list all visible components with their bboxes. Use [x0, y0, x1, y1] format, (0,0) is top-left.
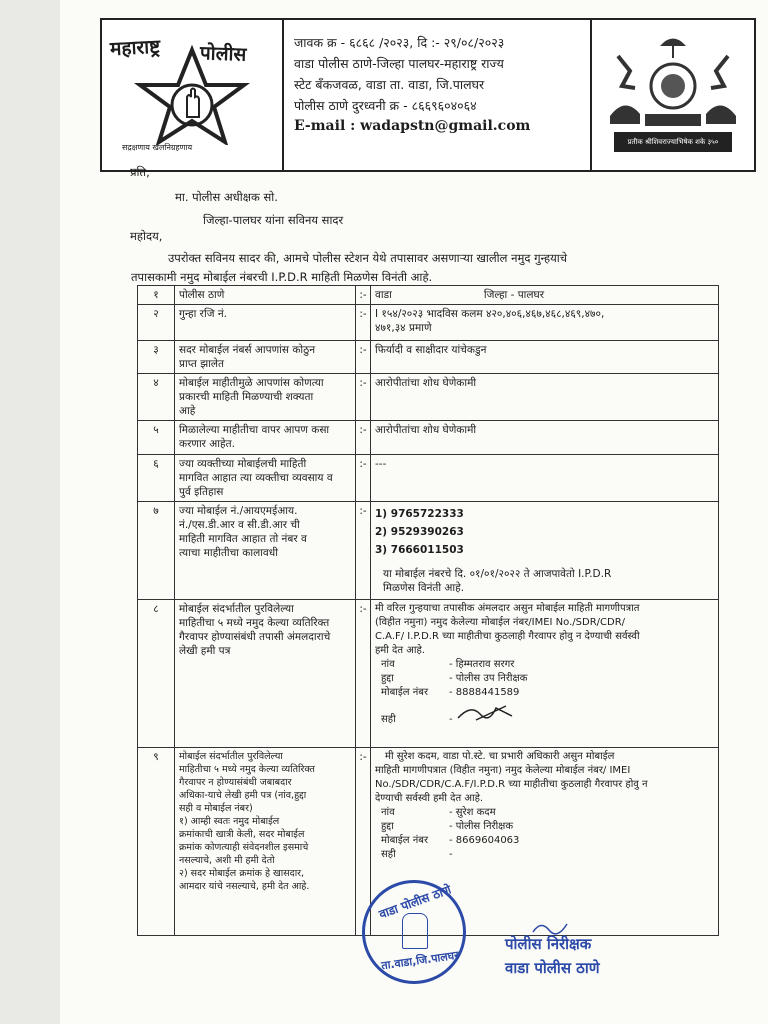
table-row: [138, 455, 719, 502]
recipient-line-1: मा. पोलीस अधीक्षक सो.: [175, 190, 278, 204]
name-value: - हिम्मतराव सरगर: [449, 659, 515, 670]
body-line-2: तपासकामी नमुद मोबाईल नंबरची I.P.D.R माहिती मिळणेस विनंती आहे.: [131, 270, 433, 284]
row-label: पोलीस ठाणे: [175, 286, 356, 305]
mobile-key: मोबाईल नंबर: [381, 687, 429, 698]
signature-icon: [531, 920, 571, 936]
label-line: ज्या मोबाईल नं./आयएमईआय.: [179, 505, 298, 517]
undertaking-line: मी वरिल गुन्हयाचा तपासीक अंमलदार असुन मोबाईल माहिती मागणीपत्रात: [375, 603, 640, 614]
undertaking-line: माहिती मागणीपत्रात (विहीत नमुना) नमुद केलेल्या मोबाईल नंबर/ IMEI: [375, 765, 631, 776]
mobile-key: मोबाईल नंबर: [381, 835, 429, 846]
row-label: [175, 502, 356, 600]
row-number: १: [138, 286, 175, 305]
label-line: लेखी हमी पत्र: [179, 645, 231, 657]
recipient-line-2: जिल्हा-पालघर यांना सविनय सादर: [203, 213, 344, 227]
label-line: गैरवापर होण्यासंबंधी तपासी अंमलदाराचे: [179, 631, 331, 643]
row-label: [175, 374, 356, 421]
row-separator: :-: [356, 305, 371, 341]
table-row: [138, 286, 719, 305]
label-line: पुर्व इतिहास: [179, 486, 224, 498]
mobile-value: - 8669604063: [449, 835, 520, 846]
row-label: गुन्हा रजि नं.: [175, 305, 356, 341]
phone-line: पोलीस ठाणे दुरध्वनी क्र - ८६६९६०४०६४: [294, 98, 477, 113]
case-line-1: I १५४/२०२३ भादविस कलम ४२०,४०६,४६७,४६८,४६९,४७०,: [375, 308, 605, 320]
station-value: वाडा: [375, 289, 392, 301]
details-table: [137, 285, 719, 936]
label-line: मोबाईल संदर्भातील पुरविलेल्या: [179, 751, 283, 762]
table-row: [138, 600, 719, 748]
letterhead-text: [284, 20, 592, 170]
designation-value: - पोलीस उप निरीक्षक: [449, 673, 528, 684]
row-label: [175, 748, 356, 936]
stamp-top-text: वाडा पोलीस ठाणे: [377, 882, 453, 922]
name-key: नांव: [381, 807, 395, 818]
row-number: २: [138, 305, 175, 341]
row-value: [371, 286, 719, 305]
undertaking-line: मी सुरेश कदम, वाडा पो.स्टे. चा प्रभारी अधिकारी असुन मोबाईल: [385, 751, 615, 762]
label-line: मोबाईल माहीतीमुळे आपणांस कोणत्या: [179, 377, 324, 389]
row-value: फिर्यादी व साक्षीदार यांचेकडुन: [371, 341, 719, 374]
row-label: [175, 600, 356, 748]
seal-line-2: वाडा पोलीस ठाणे: [505, 959, 600, 977]
row-separator: :-: [356, 748, 371, 936]
district-value: जिल्हा - पालघर: [483, 289, 545, 301]
reference-line: जावक क्र - ६८६८ /२०२३, दि :- २९/०८/२०२३: [294, 35, 505, 50]
row-number: ५: [138, 421, 175, 455]
star-emblem-icon: [132, 45, 252, 145]
signature-key: सही: [381, 849, 396, 860]
period-line-2: मिळणेस विनंती आहे.: [383, 582, 465, 594]
row-value: [371, 502, 719, 600]
to-line: प्रति,: [130, 165, 150, 179]
label-line: मागवित आहात त्या व्यक्तीचा व्यवसाय व: [179, 472, 333, 484]
row-value: आरोपीतांचा शोध घेणेकामी: [371, 374, 719, 421]
row-number: ६: [138, 455, 175, 502]
undertaking-line: (विहीत नमुना) नमुद केलेल्या मोबाईल नंबर/IMEI No./SDR/CDR/: [375, 617, 626, 628]
salutation: महोदय,: [130, 229, 163, 243]
row-number: ९: [138, 748, 175, 936]
row-separator: :-: [356, 286, 371, 305]
undertaking-line: No./SDR/CDR/C.A.F/I.P.D.R च्या माहीतीचा कुठलाही गैरवापर होवु न: [375, 779, 648, 790]
table-row: [138, 502, 719, 600]
case-line-2: ४७१,३४ प्रमाणे: [375, 322, 432, 334]
label-line: मिळालेल्या माहीतीचा वापर आपण कसा: [179, 424, 330, 436]
mobile-number-3: 3) 7666011503: [375, 544, 464, 556]
row-value: [371, 600, 719, 748]
row-separator: :-: [356, 502, 371, 600]
designation-key: हुद्दा: [381, 673, 394, 684]
label-line: प्रकारची माहिती मिळण्याची शक्यता: [179, 391, 314, 403]
label-line: १) आम्ही स्वतः नमुद मोबाईल: [179, 816, 280, 827]
emblem-icon: [402, 913, 428, 949]
row-number: ८: [138, 600, 175, 748]
shivaji-emblem: [592, 20, 754, 170]
label-line: माहिती मागवित आहात तो नंबर व: [179, 533, 307, 545]
table-row: [138, 305, 719, 341]
row-value: ---: [371, 455, 719, 502]
office-stamp: [362, 880, 466, 984]
label-line: नं./एस.डी.आर व सी.डी.आर ची: [179, 519, 300, 531]
police-logo: [102, 20, 284, 170]
row-number: ४: [138, 374, 175, 421]
email-line: E-mail : wadapstn@gmail.com: [294, 118, 531, 134]
row-value: [371, 305, 719, 341]
row-separator: :-: [356, 341, 371, 374]
row-separator: :-: [356, 600, 371, 748]
label-line: आमदार यांचे नसल्याचे, हमी देत आहे.: [179, 881, 310, 892]
label-line: अधिका-याचे लेखी हमी पत्र (नांव,हुद्दा: [179, 790, 307, 801]
label-line: क्रमांक कोणत्याही संवेदनशील इसमाचे: [179, 842, 309, 853]
logo-motto: सद्रक्षणाय खलनिग्रहणाय: [122, 143, 193, 152]
mobile-value: - 8888441589: [449, 687, 520, 698]
row-label: [175, 455, 356, 502]
label-line: करणार आहेत.: [179, 438, 235, 450]
label-line: गैरवापर न होण्यासंबंधी जबाबदार: [179, 777, 292, 788]
label-line: आहे: [179, 405, 196, 417]
label-line: प्राप्त झालेत: [179, 358, 225, 370]
undertaking-line: देण्याची सर्वस्वी हमी देत आहे.: [375, 793, 484, 804]
table-row: [138, 341, 719, 374]
label-line: नसल्याचे, अशी मी हमी देतो: [179, 855, 275, 866]
label-line: त्याचा माहीतीचा कालावधी: [179, 547, 278, 559]
undertaking-line: हमी देत आहे.: [375, 645, 425, 656]
name-key: नांव: [381, 659, 395, 670]
undertaking-line: C.A.F/ I.P.D.R च्या माहीतीचा कुठलाही गैरवापर होवु न देण्याची सर्वस्वी: [375, 631, 640, 642]
logo-title-1: महाराष्ट्र: [109, 35, 161, 61]
label-line: माहितीचा ५ मध्ये नमुद केल्या व्यतिरिक्त: [179, 764, 315, 775]
designation-key: हुद्दा: [381, 821, 394, 832]
signature-icon: [456, 700, 516, 722]
seal-line-1: पोलीस निरीक्षक: [505, 935, 592, 953]
label-line: सदर मोबाईल नंबर्स आपणांस कोठुन: [179, 344, 316, 356]
row-value: आरोपीतांचा शोध घेणेकामी: [371, 421, 719, 455]
label-line: २) सदर मोबाईल क्रमांक हे खासदार,: [179, 868, 305, 879]
name-value: - सुरेश कदम: [449, 807, 496, 818]
royal-emblem-icon: [600, 26, 746, 132]
row-number: ३: [138, 341, 175, 374]
row-separator: :-: [356, 455, 371, 502]
row-label: [175, 341, 356, 374]
logo-title-2: पोलीस: [199, 42, 247, 66]
table-row: [138, 421, 719, 455]
letterhead: [100, 18, 756, 172]
designation-value: - पोलीस निरीक्षक: [449, 821, 514, 832]
signature-value: -: [449, 714, 453, 725]
row-separator: :-: [356, 421, 371, 455]
label-line: माहितीचा ५ मध्ये नमुद केल्या व्यतिरिक्त: [179, 617, 330, 629]
period-line-1: या मोबाईल नंबरचे दि. ०१/०१/२०२२ ते आजपावेतो I.P.D.R: [383, 568, 612, 580]
emblem-caption: प्रतीक श्रीशिवराज्याभिषेक शके ३५०: [614, 132, 732, 152]
table-row: [138, 374, 719, 421]
row-separator: :-: [356, 374, 371, 421]
label-line: क्रमांकाची खात्री केली, सदर मोबाईल: [179, 829, 305, 840]
label-line: सही व मोबाईल नंबर): [179, 803, 253, 814]
mobile-number-1: 1) 9765722333: [375, 508, 464, 520]
label-line: मोबाईल संदर्भातील पुरविलेल्या: [179, 603, 294, 615]
officer-seal: [505, 932, 600, 980]
signature-key: सही: [381, 714, 396, 725]
stamp-bottom-text: ता.वाडा,जि.पालघर: [380, 948, 460, 973]
address-line: स्टेट बँकजवळ, वाडा ता. वाडा, जि.पालघर: [294, 77, 485, 92]
label-line: ज्या व्यक्तीच्या मोबाईलची माहिती: [179, 458, 307, 470]
body-line-1: उपरोक्त सविनय सादर की, आमचे पोलीस स्टेशन येथे तपासावर असणाऱ्या खालील नमुद गुन्हयाचे: [168, 251, 568, 265]
station-line: वाडा पोलीस ठाणे-जिल्हा पालघर-महाराष्ट्र राज्य: [294, 56, 504, 71]
mobile-number-2: 2) 9529390263: [375, 526, 464, 538]
signature-value: -: [449, 849, 453, 860]
row-label: [175, 421, 356, 455]
row-number: ७: [138, 502, 175, 600]
